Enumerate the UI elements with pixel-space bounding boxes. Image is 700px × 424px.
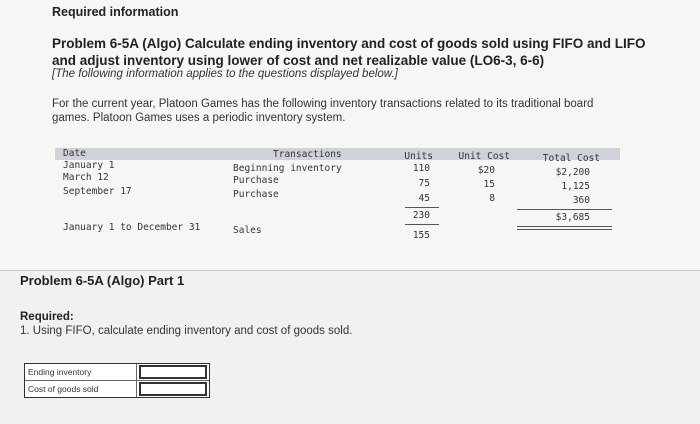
row-units: 110 [412, 163, 430, 174]
row-transaction: Purchase [233, 175, 279, 186]
header-transactions: Transactions [273, 149, 342, 160]
row-total-cost: 360 [572, 195, 590, 206]
row-units: 45 [418, 193, 430, 204]
units-subtotal-rule [405, 207, 439, 208]
ending-inventory-input[interactable] [139, 365, 207, 379]
total-cost-double-rule [517, 226, 612, 230]
required-text: 1. Using FIFO, calculate ending inventory and cost of goods sold. [20, 325, 353, 337]
cost-subtotal-rule [517, 209, 612, 210]
total-cost: $3,685 [555, 212, 590, 223]
row-total-cost: $2,200 [555, 167, 590, 178]
row-total-cost: 1,125 [561, 181, 590, 192]
problem-title: Problem 6-5A (Algo) Calculate ending inventory and cost of goods sold using FIFO and LIFO and adjust inventory using lower of cost and net realizable value (LO6-3, 6-6) [52, 36, 646, 68]
required-label: Required: [20, 311, 74, 323]
row-date: January 1 [63, 160, 115, 171]
row-unit-cost: 8 [489, 193, 495, 204]
row-units: 75 [418, 178, 430, 189]
sales-date: January 1 to December 31 [63, 222, 201, 233]
inventory-transactions-table [55, 148, 620, 248]
row-unit-cost: 15 [483, 179, 495, 190]
required-info-heading: Required information [52, 5, 179, 19]
row-unit-cost: $20 [477, 165, 495, 176]
sales-units: 155 [412, 230, 430, 241]
row-transaction: Beginning inventory [233, 163, 342, 174]
sales-transaction: Sales [233, 225, 262, 236]
ending-inventory-label: Ending inventory [25, 364, 137, 380]
cost-of-goods-sold-input[interactable] [139, 382, 207, 396]
row-transaction: Purchase [233, 189, 279, 200]
header-date: Date [63, 148, 86, 159]
answer-table [24, 363, 210, 398]
header-units: Units [404, 151, 433, 162]
cost-of-goods-sold-label: Cost of goods sold [25, 381, 137, 397]
applies-note: [The following information applies to the questions displayed below.] [52, 68, 398, 80]
table-row [25, 364, 209, 381]
sales-units-rule [405, 224, 439, 225]
part-title: Problem 6-5A (Algo) Part 1 [20, 273, 185, 288]
intro-text: For the current year, Platoon Games has the following inventory transactions related to its traditional board games. Platoon Games uses a periodic inventory system. [52, 98, 594, 124]
header-unit-cost: Unit Cost [458, 151, 510, 162]
row-date: March 12 [63, 172, 109, 183]
row-date: September 17 [63, 186, 132, 197]
header-total-cost: Total Cost [542, 153, 600, 164]
table-row [25, 381, 209, 397]
total-units: 230 [412, 210, 430, 221]
